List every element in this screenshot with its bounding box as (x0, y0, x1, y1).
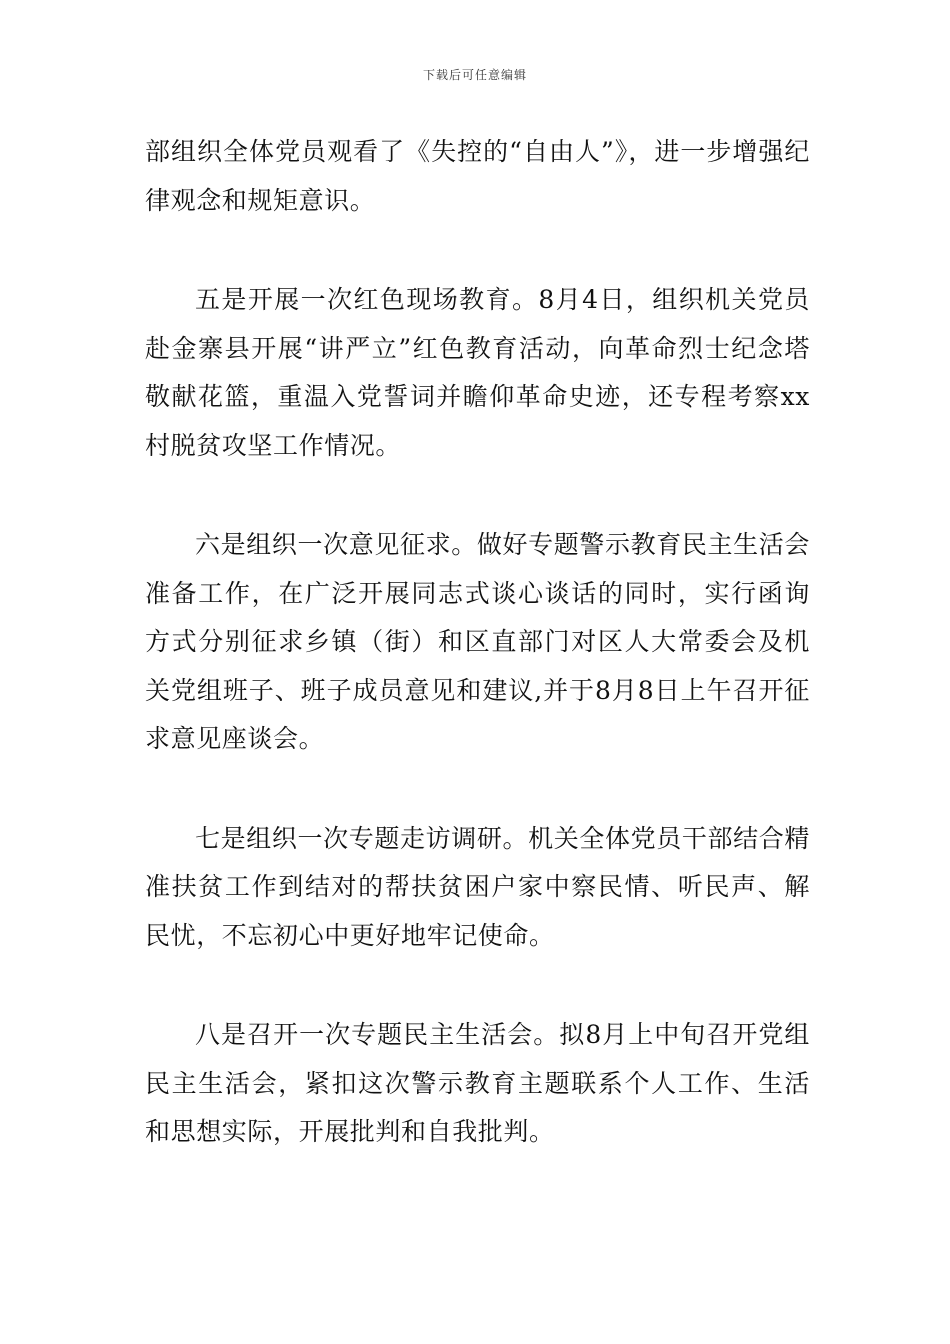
paragraph-item-8: 八是召开一次专题民主生活会。拟8月上中旬召开党组民主生活会，紧扣这次警示教育主题联系个人工作、生活和思想实际，开展批判和自我批判。 (145, 1020, 810, 1146)
paragraph-continuation: 部组织全体党员观看了《失控的“自由人”》，进一步增强纪律观念和规矩意识。 (145, 137, 810, 215)
paragraph-item-7: 七是组织一次专题走访调研。机关全体党员干部结合精准扶贫工作到结对的帮扶贫困户家中察民情、听民声、解民忧，不忘初心中更好地牢记使命。 (145, 823, 810, 950)
paragraph-item-6: 六是组织一次意见征求。做好专题警示教育民主生活会准备工作，在广泛开展同志式谈心谈话的同时，实行函询方式分别征求乡镇（街）和区直部门对区人大常委会及机关党组班子、班子成员意见和建议,并于8月8日上午召开征求意见座谈会。 (145, 530, 810, 753)
document-body (145, 128, 810, 1208)
paragraph-item-5: 五是开展一次红色现场教育。8月4日，组织机关党员赴金寨县开展“讲严立”红色教育活动，向革命烈士纪念塔敬献花篮，重温入党誓词并瞻仰革命史迹，还专程考察xx村脱贫攻坚工作情况。 (145, 285, 810, 460)
header-note: 下载后可任意编辑 (422, 68, 527, 82)
